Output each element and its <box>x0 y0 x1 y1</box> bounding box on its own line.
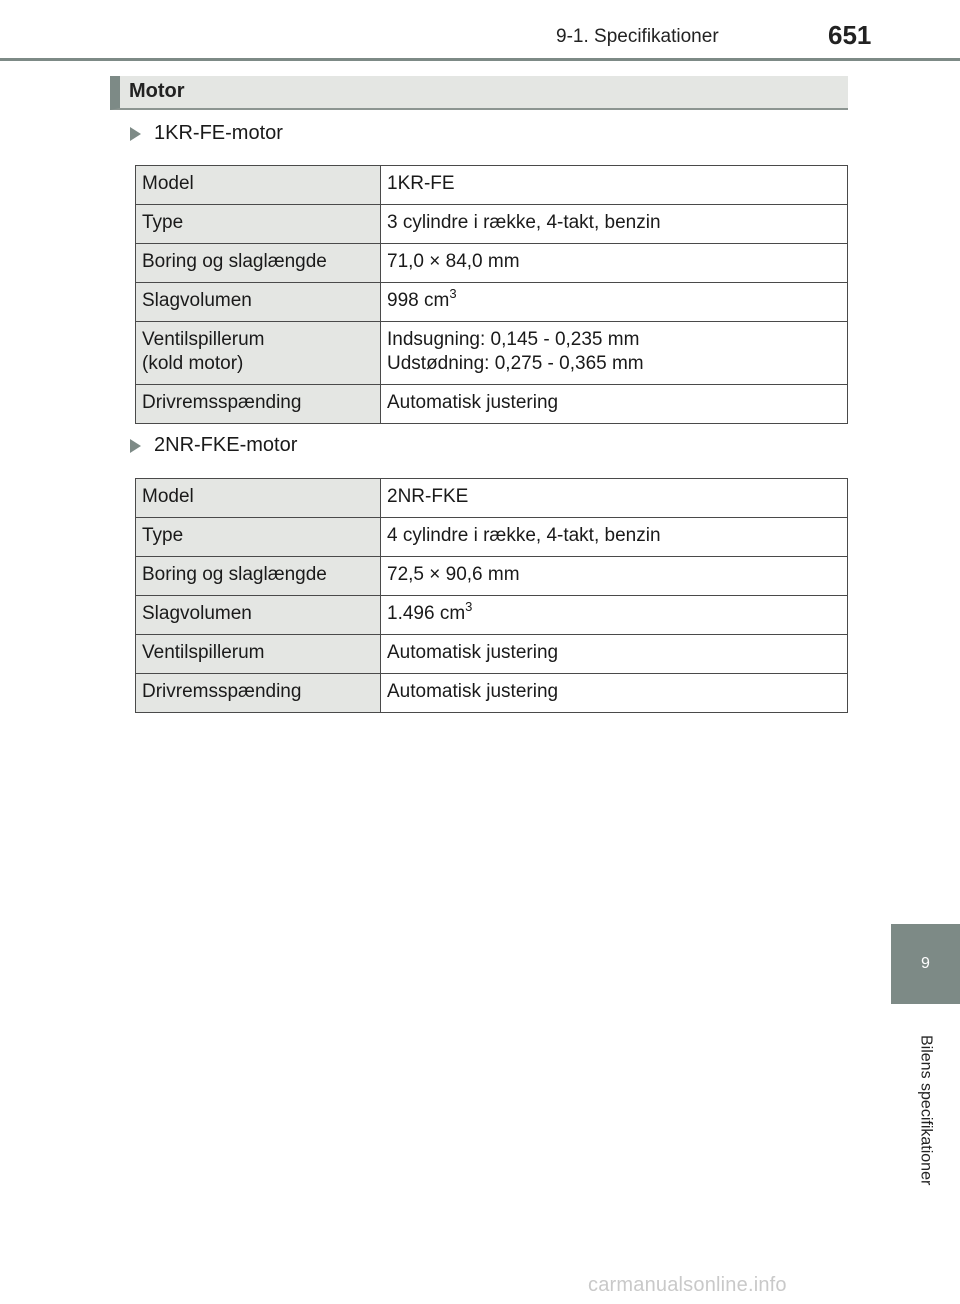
spec-label-cell <box>136 205 381 244</box>
spec-label-cell <box>136 166 381 205</box>
spec-value <box>387 211 841 235</box>
spec-value <box>387 563 841 587</box>
spec-label-cell <box>136 518 381 557</box>
spec-label: Ventilspillerum <box>142 329 265 350</box>
spec-row <box>136 205 848 244</box>
spec-label: Boring og slaglængde <box>142 251 327 272</box>
header-rule <box>0 58 960 61</box>
spec-label: Model <box>142 486 194 507</box>
spec-label: Ventilspillerum <box>142 642 265 663</box>
spec-value-text: Indsugning: 0,145 - 0,235 mm <box>387 329 640 350</box>
engine-subheading-2nr <box>130 434 297 457</box>
spec-label-cell <box>136 322 381 385</box>
spec-label-cell <box>136 479 381 518</box>
spec-value <box>387 352 841 376</box>
spec-value-cell <box>381 322 848 385</box>
spec-value-text: Automatisk justering <box>387 392 559 413</box>
spec-value-cell <box>381 557 848 596</box>
spec-label: (kold motor) <box>142 353 244 374</box>
triangle-bullet-icon <box>130 439 141 453</box>
spec-row <box>136 385 848 424</box>
spec-label-cell <box>136 596 381 635</box>
spec-label-cell <box>136 244 381 283</box>
spec-row <box>136 479 848 518</box>
triangle-bullet-icon <box>130 127 141 141</box>
spec-row <box>136 322 848 385</box>
spec-value <box>387 172 841 196</box>
spec-row <box>136 674 848 713</box>
chapter-tab <box>891 924 960 1004</box>
spec-row <box>136 557 848 596</box>
spec-value <box>387 524 841 548</box>
spec-row <box>136 283 848 322</box>
spec-value-cell <box>381 518 848 557</box>
spec-value-cell <box>381 479 848 518</box>
spec-value-cell <box>381 166 848 205</box>
chapter-label: Bilens specifikationer <box>917 1034 935 1186</box>
spec-value <box>387 391 841 415</box>
spec-row <box>136 635 848 674</box>
spec-value-text: 71,0 × 84,0 mm <box>387 251 520 272</box>
spec-value-text: 4 cylindre i række, 4-takt, benzin <box>387 525 661 546</box>
spec-label-cell <box>136 557 381 596</box>
section-heading-band <box>110 76 848 110</box>
spec-value <box>387 250 841 274</box>
spec-label: Drivremsspænding <box>142 681 302 702</box>
spec-label: Type <box>142 212 184 233</box>
spec-value-text: 1.496 cm <box>387 603 466 624</box>
spec-value-text: Udstødning: 0,275 - 0,365 mm <box>387 353 644 374</box>
chapter-number: 9 <box>921 955 930 972</box>
running-header-title: 9-1. Specifikationer <box>556 26 719 47</box>
engine-spec-table-2nr <box>135 478 848 713</box>
spec-value <box>387 485 841 509</box>
spec-table-body <box>136 166 848 424</box>
spec-value <box>387 328 841 352</box>
spec-label: Model <box>142 173 194 194</box>
spec-value-text: 3 cylindre i række, 4-takt, benzin <box>387 212 661 233</box>
spec-value-text: 998 cm <box>387 290 450 311</box>
spec-value <box>387 599 841 626</box>
spec-value <box>387 641 841 665</box>
spec-value <box>387 286 841 313</box>
spec-value-text: 2NR-FKE <box>387 486 469 507</box>
spec-value-cell <box>381 244 848 283</box>
spec-value-cell <box>381 596 848 635</box>
section-title: Motor <box>129 80 185 102</box>
unit-superscript: 3 <box>449 286 457 301</box>
spec-label: Slagvolumen <box>142 603 252 624</box>
engine-spec-table-1kr <box>135 165 848 424</box>
spec-table-body <box>136 479 848 713</box>
spec-value-text: Automatisk justering <box>387 681 559 702</box>
spec-value-text: 1KR-FE <box>387 173 455 194</box>
spec-label-cell <box>136 283 381 322</box>
engine-heading: 1KR-FE-motor <box>154 122 283 144</box>
chapter-side-label <box>891 1004 960 1216</box>
spec-label: Boring og slaglængde <box>142 564 327 585</box>
engine-heading: 2NR-FKE-motor <box>154 434 298 456</box>
spec-value <box>387 680 841 704</box>
page-number: 651 <box>828 20 872 50</box>
spec-value-text: 72,5 × 90,6 mm <box>387 564 520 585</box>
spec-label: Slagvolumen <box>142 290 252 311</box>
spec-value-cell <box>381 635 848 674</box>
spec-label: Type <box>142 525 184 546</box>
spec-value-text: Automatisk justering <box>387 642 559 663</box>
spec-row <box>136 518 848 557</box>
spec-row <box>136 244 848 283</box>
spec-value-cell <box>381 385 848 424</box>
spec-label-cell <box>136 674 381 713</box>
spec-value-cell <box>381 283 848 322</box>
engine-subheading-1kr <box>130 122 283 145</box>
watermark-text: carmanualsonline.info <box>588 1274 787 1296</box>
unit-superscript: 3 <box>465 599 473 614</box>
spec-label: Drivremsspænding <box>142 392 302 413</box>
spec-label-cell <box>136 385 381 424</box>
spec-row <box>136 596 848 635</box>
spec-value-cell <box>381 205 848 244</box>
spec-label-cell <box>136 635 381 674</box>
spec-row <box>136 166 848 205</box>
spec-value-cell <box>381 674 848 713</box>
